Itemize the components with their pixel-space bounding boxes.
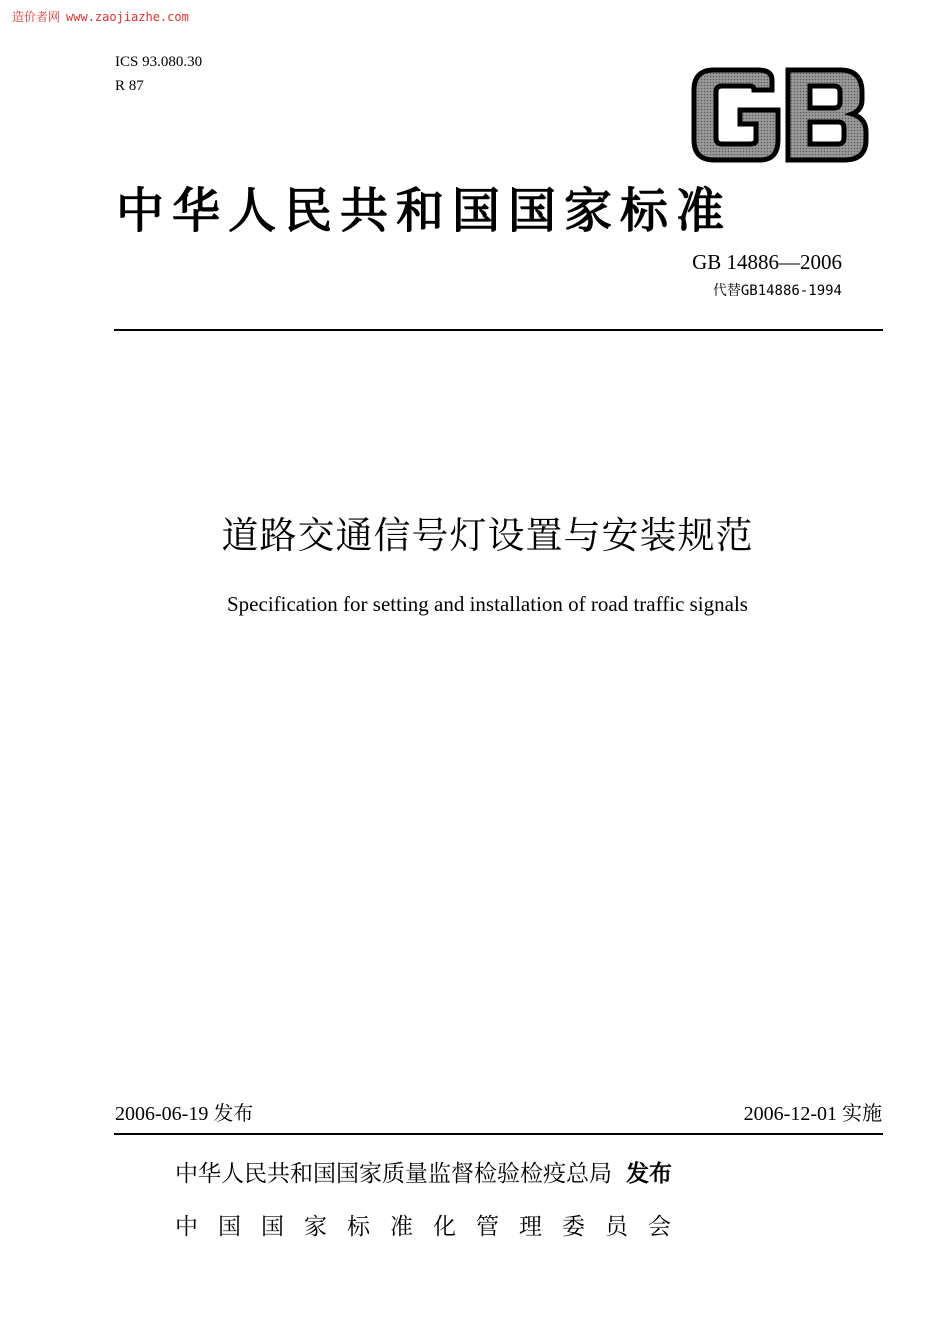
gb-logo — [688, 66, 870, 164]
replaced-standard: 代替GB14886-1994 — [712, 283, 842, 299]
national-standard-title: 中华人民共和国国家标准 — [116, 183, 733, 239]
watermark-url[interactable]: www.zaojiazhe.com — [66, 10, 189, 24]
document-title-english: Specification for setting and installation of road traffic signals — [227, 592, 748, 616]
watermark-site-name: 造价者网 — [12, 10, 61, 24]
ics-code: ICS 93.080.30 — [115, 54, 203, 70]
implementation-date: 2006-12-01 实施 — [743, 1103, 882, 1125]
top-divider — [114, 329, 883, 331]
issuer-line-1 — [175, 1155, 672, 1188]
document-title-chinese: 道路交通信号灯设置与安装规范 — [221, 514, 754, 557]
issuer-aqsiq: 中华人民共和国国家质量监督检验检疫总局 — [175, 1161, 612, 1187]
issue-date: 2006-06-19 发布 — [115, 1103, 254, 1125]
bottom-divider — [114, 1133, 883, 1135]
standard-number: GB 14886—2006 — [692, 250, 842, 274]
category-code: R 87 — [115, 78, 144, 94]
classification-block — [115, 50, 202, 98]
issuer-publish-label: 发布 — [626, 1161, 672, 1187]
issuer-sac: 中国国家标准化管理委员会 — [175, 1214, 691, 1240]
watermark — [12, 8, 189, 25]
